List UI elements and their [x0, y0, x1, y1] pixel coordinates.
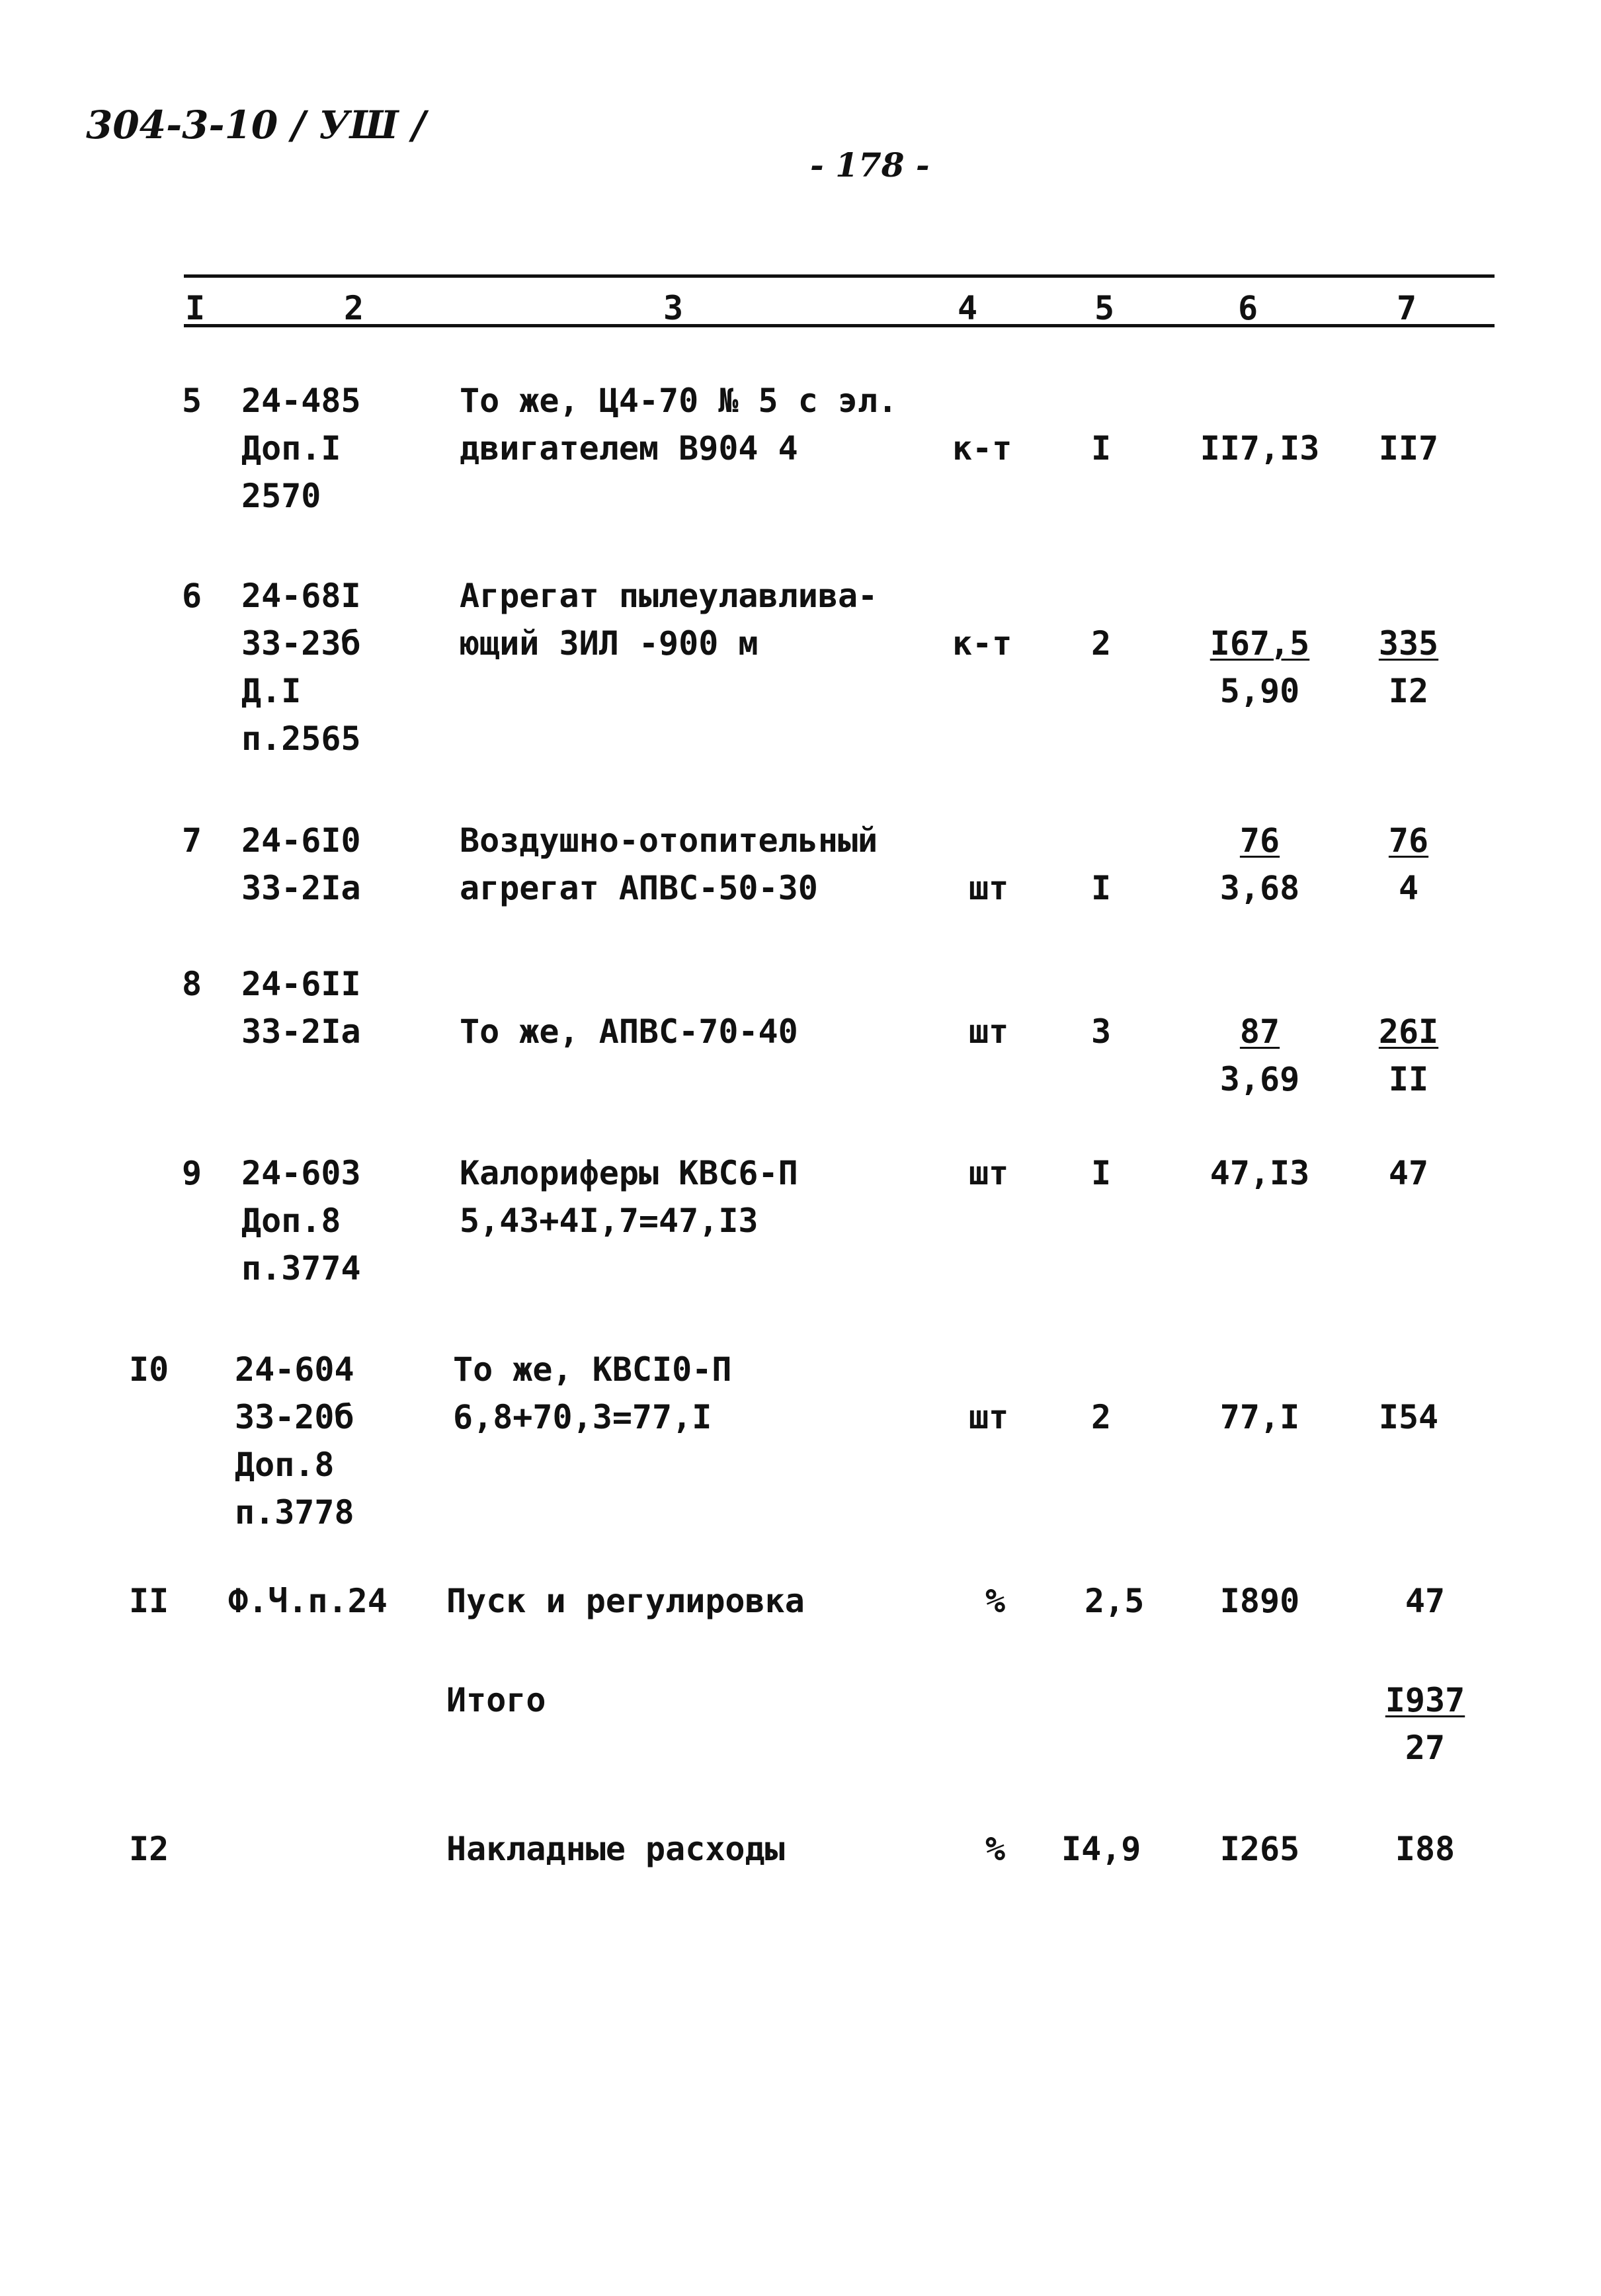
row-description: Воздушно-отопительный агрегат АПВС-50-30	[460, 821, 878, 907]
row-quantity: I4,9	[1061, 1830, 1141, 1868]
column-header: 2	[344, 289, 364, 327]
row-unit-price: I265	[1219, 1830, 1300, 1868]
column-header: 5	[1094, 289, 1115, 327]
row-unit: %	[985, 1582, 1006, 1620]
row-code: 24-485 Доп.I 2570	[241, 382, 361, 515]
row-unit: к-т	[952, 624, 1012, 663]
column-header: 4	[958, 289, 978, 327]
row-unit: шт	[969, 869, 1009, 907]
row-number: II	[129, 1582, 169, 1620]
row-description: То же, КВСI0-П 6,8+70,3=77,I	[453, 1350, 732, 1436]
row-quantity: 2,5	[1085, 1582, 1145, 1620]
row-quantity: I	[1091, 429, 1112, 468]
column-header: 6	[1238, 289, 1258, 327]
row-code: 24-6I0 33-2Iа	[241, 821, 361, 907]
row-quantity: 2	[1091, 1398, 1112, 1436]
row-total: I54	[1378, 1398, 1439, 1436]
row-number: I0	[129, 1350, 169, 1389]
row-unit: шт	[969, 1012, 1009, 1051]
row-code: 24-603 Доп.8 п.3774	[241, 1154, 361, 1288]
row-total: 76 4	[1388, 821, 1429, 907]
row-description: Калориферы КВС6-П 5,43+4I,7=47,I3	[460, 1154, 798, 1240]
row-quantity: I	[1091, 1154, 1112, 1192]
itogo-total: I937 27	[1385, 1681, 1465, 1767]
table-top-rule	[184, 274, 1495, 278]
table-header-rule	[184, 324, 1495, 327]
row-description: Пуск и регулировка	[446, 1582, 805, 1620]
row-quantity: I	[1091, 869, 1112, 907]
row-unit: %	[985, 1830, 1006, 1868]
row-description: Накладные расходы	[446, 1830, 785, 1868]
row-quantity: 3	[1091, 1012, 1112, 1051]
page-number: - 178 -	[810, 145, 930, 184]
row-unit-price: 47,I3	[1210, 1154, 1310, 1192]
row-total: 26I II	[1378, 1012, 1439, 1098]
row-description: То же, АПВС-70-40	[460, 1012, 798, 1051]
itogo-label: Итого	[446, 1681, 546, 1719]
row-number: I2	[129, 1830, 169, 1868]
row-number: 5	[182, 382, 202, 420]
row-number: 9	[182, 1154, 202, 1192]
row-unit-price: 77,I	[1219, 1398, 1300, 1436]
column-header: I	[185, 289, 206, 327]
row-unit: шт	[969, 1154, 1009, 1192]
row-description: Агрегат пылеулавлива- ющий ЗИЛ -900 м	[460, 577, 878, 663]
row-total: 47	[1388, 1154, 1429, 1192]
row-unit: шт	[969, 1398, 1009, 1436]
column-header: 3	[663, 289, 684, 327]
column-header: 7	[1397, 289, 1417, 327]
row-unit-price: 87 3,69	[1219, 1012, 1300, 1098]
row-total: I88	[1395, 1830, 1456, 1868]
row-code: 24-6II 33-2Iа	[241, 965, 361, 1051]
row-number: 6	[182, 577, 202, 615]
row-number: 7	[182, 821, 202, 860]
row-unit-price: II7,I3	[1200, 429, 1320, 468]
row-number: 8	[182, 965, 202, 1003]
row-total: II7	[1378, 429, 1439, 468]
row-code: Ф.Ч.п.24	[228, 1582, 388, 1620]
row-unit-price: I67,5 5,90	[1210, 624, 1310, 710]
row-description: То же, Ц4-70 № 5 с эл. двигателем В904 4	[460, 382, 898, 468]
document-code-mark: 304-3-10 / УШ /	[86, 102, 426, 147]
row-quantity: 2	[1091, 624, 1112, 663]
row-unit-price: 76 3,68	[1219, 821, 1300, 907]
row-code: 24-604 33-20б Доп.8 п.3778	[235, 1350, 354, 1532]
row-total: 335 I2	[1378, 624, 1439, 710]
row-total: 47	[1405, 1582, 1446, 1620]
row-code: 24-68I 33-23б Д.I п.2565	[241, 577, 361, 758]
row-unit-price: I890	[1219, 1582, 1300, 1620]
row-unit: к-т	[952, 429, 1012, 468]
